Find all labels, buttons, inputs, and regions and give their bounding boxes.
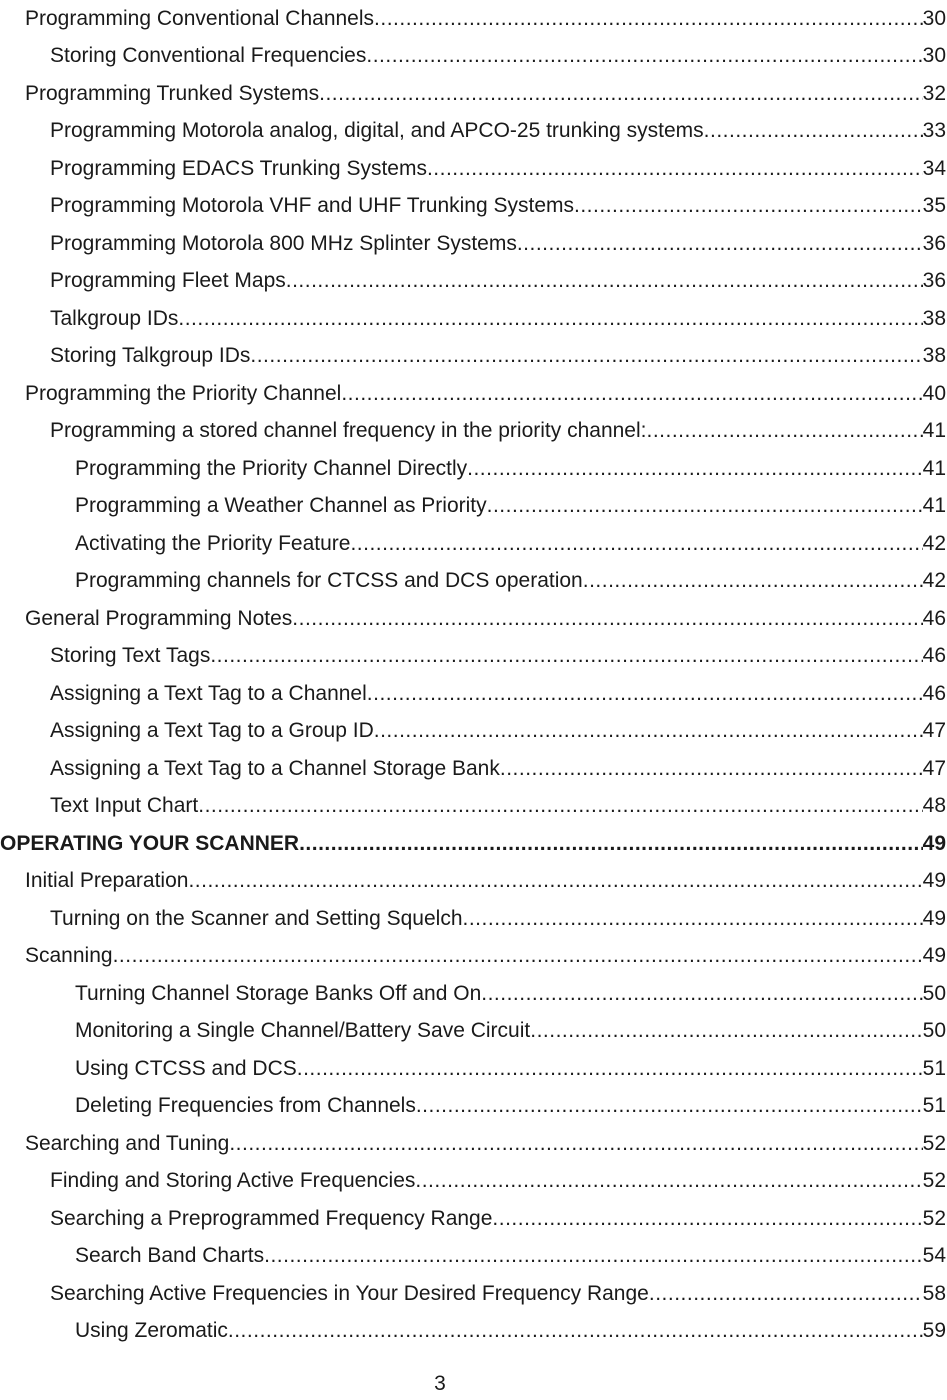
dot-leader [416,1094,923,1125]
toc-entry[interactable] [0,488,947,526]
toc-entry-page: 50 [922,981,946,1005]
dot-leader [286,269,923,300]
dot-leader [517,232,923,263]
toc-entry-page: 52 [922,1169,946,1192]
toc-entry[interactable] [0,375,947,413]
toc-entry-page: 41 [922,419,946,442]
dot-leader [649,1282,923,1313]
toc-entry-page: 30 [922,6,946,30]
dot-leader [178,307,922,338]
toc-entry-title: Searching and Tuning [25,1131,230,1155]
toc-entry[interactable] [0,863,947,901]
toc-entry-title: Programming the Priority Channel Directly [75,456,468,480]
toc-entry-title: Scanning [25,944,113,967]
toc-entry[interactable] [0,150,947,188]
toc-entry-title: Programming Fleet Maps [50,269,286,292]
toc-entry[interactable] [0,1275,947,1313]
toc-entry-title: Turning on the Scanner and Setting Squelch [50,906,463,930]
dot-leader [292,607,922,638]
toc-entry[interactable] [0,113,947,151]
toc-entry[interactable] [0,900,947,938]
dot-leader [574,194,923,225]
toc-entry-title: Finding and Storing Active Frequencies [50,1169,416,1192]
toc-entry-page: 36 [922,269,946,292]
toc-entry-title: Programming Trunked Systems [25,81,320,105]
toc-entry[interactable] [0,938,947,976]
toc-entry[interactable] [0,338,947,376]
dot-leader [341,382,922,413]
toc-entry-page: 50 [922,1019,946,1042]
toc-entry-title: Storing Talkgroup IDs [50,344,251,367]
toc-entry-page: 41 [922,494,946,517]
toc-entry[interactable] [0,1163,947,1201]
toc-entry[interactable] [0,0,947,38]
toc-entry-page: 38 [922,344,946,367]
dot-leader [467,457,923,488]
toc-entry-page: 42 [922,531,946,555]
dot-leader [228,1319,923,1350]
toc-entry-page: 32 [922,81,946,105]
toc-entry[interactable] [0,1200,947,1238]
toc-entry-page: 46 [922,644,946,667]
toc-entry-title: Programming Motorola VHF and UHF Trunking Systems [50,194,575,217]
toc-entry-title: Programming the Priority Channel [25,381,342,405]
toc-entry-page: 51 [922,1094,946,1117]
toc-entry-title: Monitoring a Single Channel/Battery Save Circuit [75,1019,531,1042]
dot-leader [366,44,922,75]
toc-entry[interactable] [0,450,947,488]
toc-entry-page: 52 [922,1131,946,1155]
toc-entry-title: Assigning a Text Tag to a Channel Storage Bank [50,756,500,780]
toc-entry[interactable] [0,1313,947,1351]
toc-entry-title: Activating the Priority Feature [75,531,351,555]
dot-leader [500,757,923,788]
toc-entry-title: Programming a stored channel frequency in the priority channel: [50,419,647,442]
toc-entry-title: Searching Active Frequencies in Your Desired Frequency Range [50,1281,649,1305]
toc-entry-title: Programming Motorola analog, digital, and APCO-25 trunking systems [50,119,704,142]
toc-entry-page: 30 [922,44,946,67]
toc-entry-title: Programming Conventional Channels [25,6,375,30]
dot-leader [113,944,923,975]
toc-entry-page: 42 [922,569,946,592]
toc-entry[interactable] [0,1238,947,1276]
toc-entry-title: OPERATING YOUR SCANNER [0,831,300,855]
toc-entry[interactable] [0,413,947,451]
page-number: 3 [434,1372,446,1395]
toc-entry-page: 49 [922,831,946,855]
toc-entry-page: 51 [922,1056,946,1080]
toc-entry-title: Programming Motorola 800 MHz Splinter Systems [50,231,517,255]
toc-entry-page: 46 [922,606,946,630]
toc-entry[interactable] [0,75,947,113]
dot-leader [350,532,922,563]
toc-entry-page: 46 [922,681,946,705]
dot-leader [492,1207,922,1238]
toc-entry-title: Text Input Chart [50,794,199,817]
dot-leader [374,7,923,38]
toc-entry-page: 49 [922,906,946,930]
toc-entry-page: 36 [922,231,946,255]
toc-entry-title: Assigning a Text Tag to a Channel [50,681,367,705]
dot-leader [229,1132,922,1163]
toc-entry[interactable] [0,1088,947,1126]
toc-entry[interactable] [0,638,947,676]
toc-entry-page: 33 [922,119,946,142]
toc-entry-title: Initial Preparation [25,869,189,892]
toc-entry[interactable] [0,600,947,638]
toc-entry[interactable] [0,525,947,563]
toc-entry-title: Talkgroup IDs [50,306,179,330]
toc-entry-page: 49 [922,944,946,967]
toc-entry[interactable] [0,788,947,826]
toc-entry-page: 34 [922,156,946,180]
dot-leader [367,682,923,713]
toc-entry[interactable] [0,1125,947,1163]
toc-entry-page: 48 [922,794,946,817]
toc-entry-page: 58 [922,1281,946,1305]
toc-entry-title: Searching a Preprogrammed Frequency Range [50,1206,493,1230]
toc-entry[interactable] [0,1013,947,1051]
toc-entry-title: Using Zeromatic [75,1319,228,1342]
dot-leader [415,1169,922,1200]
toc-entry[interactable] [0,1050,947,1088]
dot-leader [647,419,923,450]
dot-leader [210,644,922,675]
dot-leader [374,719,923,750]
toc-entry[interactable] [0,263,947,301]
toc-entry-page: 38 [922,306,946,330]
toc-entry-title: Using CTCSS and DCS [75,1056,297,1080]
toc-entry-title: Programming a Weather Channel as Priority [75,494,487,517]
toc-entry[interactable] [0,225,947,263]
dot-leader [297,1057,923,1088]
dot-leader [427,157,923,188]
dot-leader [487,494,923,525]
toc-entry-page: 47 [922,719,946,742]
toc-entry[interactable] [0,300,947,338]
toc-entry-title: Programming channels for CTCSS and DCS operation [75,569,583,592]
dot-leader [319,82,923,113]
toc-entry[interactable] [0,188,947,226]
toc-entry-title: Storing Conventional Frequencies [50,44,367,67]
toc-entry-title: Programming EDACS Trunking Systems [50,156,427,180]
dot-leader [264,1244,923,1275]
toc-entry-title: General Programming Notes [25,606,293,630]
toc-entry[interactable] [0,750,947,788]
toc-entry-page: 52 [922,1206,946,1230]
toc-entry-page: 49 [922,869,946,892]
toc-entry[interactable] [0,975,947,1013]
toc-entry-title: Assigning a Text Tag to a Group ID [50,719,374,742]
dot-leader [583,569,923,600]
dot-leader [481,982,922,1013]
toc-entry[interactable] [0,713,947,751]
dot-leader [188,869,922,900]
toc-entry[interactable] [0,675,947,713]
dot-leader [463,907,923,938]
toc-entry-page: 47 [922,756,946,780]
dot-leader [198,794,922,825]
toc-entry[interactable] [0,563,947,601]
toc-entry-page: 35 [922,194,946,217]
toc-entry-page: 41 [922,456,946,480]
toc-entry-page: 40 [922,381,946,405]
toc-entry[interactable] [0,825,947,863]
toc-entry-title: Deleting Frequencies from Channels [75,1094,416,1117]
dot-leader [704,119,923,150]
toc-entry-title: Turning Channel Storage Banks Off and On [75,981,482,1005]
toc-entry-title: Search Band Charts [75,1244,265,1267]
dot-leader [250,344,922,375]
dot-leader [530,1019,922,1050]
dot-leader [299,832,923,863]
toc-entry[interactable] [0,38,947,76]
toc-entry-page: 54 [922,1244,946,1267]
toc-entry-page: 59 [922,1319,946,1342]
toc-entry-title: Storing Text Tags [50,644,211,667]
